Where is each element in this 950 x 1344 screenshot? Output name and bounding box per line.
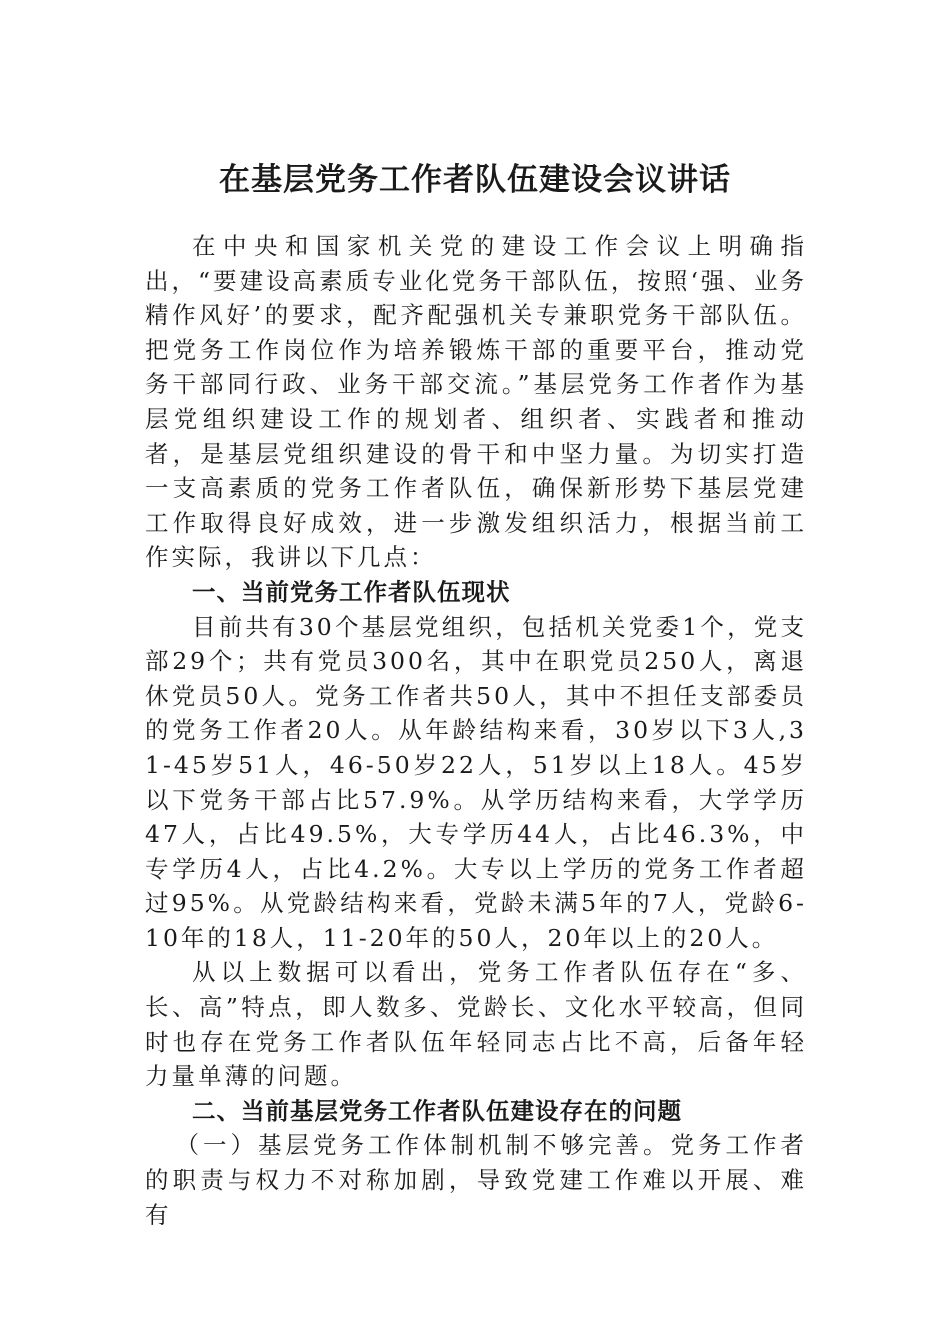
status-paragraph: 目前共有30个基层党组织，包括机关党委1个，党支部29个；共有党员300名，其中在职党员250人，离退休党员50人。党务工作者共50人，其中不担任支部委员的党务工作者20人。从年龄结构来看，30岁以下3人,31-45岁51人，46-50岁22人，51岁以上18人。45岁以下党务干部占比57.9%。从学历结构来看，大学学历47人，占比49.5%，大专学历44人，占比46.3%，中专学历4人，占比4.2%。大专以上学历的党务工作者超过95%。从党龄结构来看，党龄未满5年的7人，党龄6-10年的18人，11-20年的50人，20年以上的20人。 <box>145 612 807 952</box>
section-heading-2: 二、当前基层党务工作者队伍建设存在的问题 <box>192 1096 682 1125</box>
analysis-paragraph: 从以上数据可以看出，党务工作者队伍存在“多、长、高”特点，即人数多、党龄长、文化水平较高，但同时也存在党务工作者队伍年轻同志占比不高，后备年轻力量单薄的问题。 <box>145 958 807 1091</box>
subsection-paragraph: （一）基层党务工作体制机制不够完善。党务工作者的职责与权力不对称加剧，导致党建工作难以开展、难有 <box>145 1131 807 1229</box>
document-title: 在基层党务工作者队伍建设会议讲话 <box>219 162 731 198</box>
document-body <box>145 229 807 1232</box>
section-heading-1: 一、当前党务工作者队伍现状 <box>192 577 511 606</box>
intro-paragraph: 在中央和国家机关党的建设工作会议上明确指出，“要建设高素质专业化党务干部队伍，按照‘强、业务精作风好’的要求，配齐配强机关专兼职党务干部队伍。把党务工作岗位作为培养锻炼干部的重要平台，推动党务干部同行政、业务干部交流。”基层党务工作者作为基层党组织建设工作的规划者、组织者、实践者和推动者，是基层党组织建设的骨干和中坚力量。为切实打造一支高素质的党务工作者队伍，确保新形势下基层党建工作取得良好成效，进一步激发组织活力，根据当前工作实际，我讲以下几点： <box>145 232 807 572</box>
